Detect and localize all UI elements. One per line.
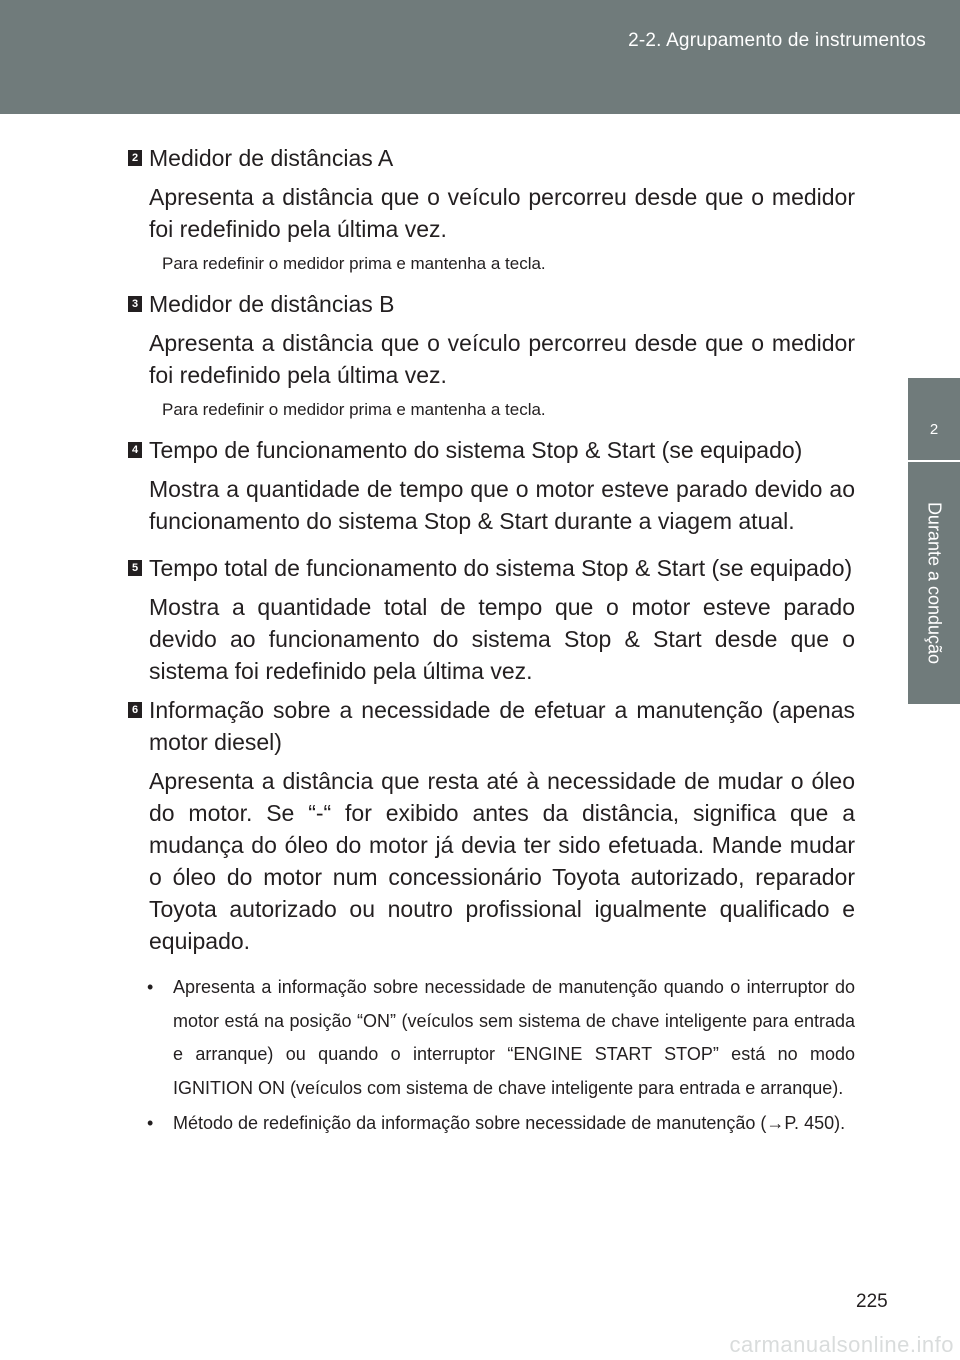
- chapter-tab: [908, 462, 960, 704]
- bullet-icon: •: [147, 1113, 154, 1133]
- page-number: 225: [856, 1291, 888, 1312]
- item-description: Apresenta a distância que resta até à necessidade de mudar o óleo do motor. Se “-“ for exibido antes da distância, significa que a mudança do óleo do motor já devia ter sido efetuada. Mande mudar o óleo do motor num concessionário Toyota autorizado, reparador Toyota autorizado ou noutro profissional igualmente qualificado e equipado.: [149, 768, 855, 954]
- item-badge: 3: [128, 296, 142, 312]
- item-note: Para redefinir o medidor prima e mantenha a tecla.: [162, 254, 546, 273]
- chapter-tab-number: 2: [908, 378, 960, 460]
- item-description: Apresenta a distância que o veículo percorreu desde que o medidor foi redefinido pela última vez.: [149, 184, 855, 242]
- item-description: Mostra a quantidade de tempo que o motor esteve parado devido ao funcionamento do sistema Stop & Start durante a viagem atual.: [149, 476, 855, 534]
- item-4: [128, 434, 855, 537]
- item-title: Medidor de distâncias A: [149, 145, 394, 171]
- item-title: Tempo total de funcionamento do sistema Stop & Start (se equipado): [149, 555, 853, 581]
- item-description: Apresenta a distância que o veículo percorreu desde que o medidor foi redefinido pela última vez.: [149, 330, 855, 388]
- bullet-icon: •: [147, 977, 154, 997]
- chapter-tab-label: Durante a condução: [924, 501, 945, 665]
- item-badge: 6: [128, 702, 142, 718]
- item-badge: 5: [128, 560, 142, 576]
- notes-list: [128, 971, 855, 1141]
- page-header: [0, 0, 960, 114]
- list-item: [147, 1107, 855, 1141]
- watermark: carmanualsonline.info: [729, 1332, 954, 1357]
- item-2: [128, 142, 855, 276]
- item-description: Mostra a quantidade total de tempo que o motor esteve parado devido ao funcionamento do sistema Stop & Start desde que o sistema foi redefinido pela última vez.: [149, 594, 855, 684]
- item-title: Tempo de funcionamento do sistema Stop & Start (se equipado): [149, 437, 803, 463]
- list-item: [147, 971, 855, 1105]
- item-note: Para redefinir o medidor prima e mantenha a tecla.: [162, 400, 546, 419]
- bullet-text: Método de redefinição da informação sobre necessidade de manutenção (→P. 450).: [173, 1113, 846, 1133]
- item-title: Medidor de distâncias B: [149, 291, 395, 317]
- item-badge: 4: [128, 442, 142, 458]
- item-title: Informação sobre a necessidade de efetuar a manutenção (apenas motor diesel): [149, 697, 855, 755]
- section-title: 2-2. Agrupamento de instrumentos: [628, 30, 926, 51]
- item-5: [128, 552, 855, 687]
- page-content: [128, 142, 855, 1141]
- item-3: [128, 288, 855, 422]
- item-badge: 2: [128, 150, 142, 166]
- bullet-text: Apresenta a informação sobre necessidade de manutenção quando o interruptor do motor está na posição “ON” (veículos sem sistema de chave inteligente para entrada e arranque) ou quando o interruptor “ENGINE START STOP” está no modo IGNITION ON (veículos com sistema de chave inteligente para entrada e arranque).: [173, 977, 855, 1098]
- item-6: [128, 694, 855, 957]
